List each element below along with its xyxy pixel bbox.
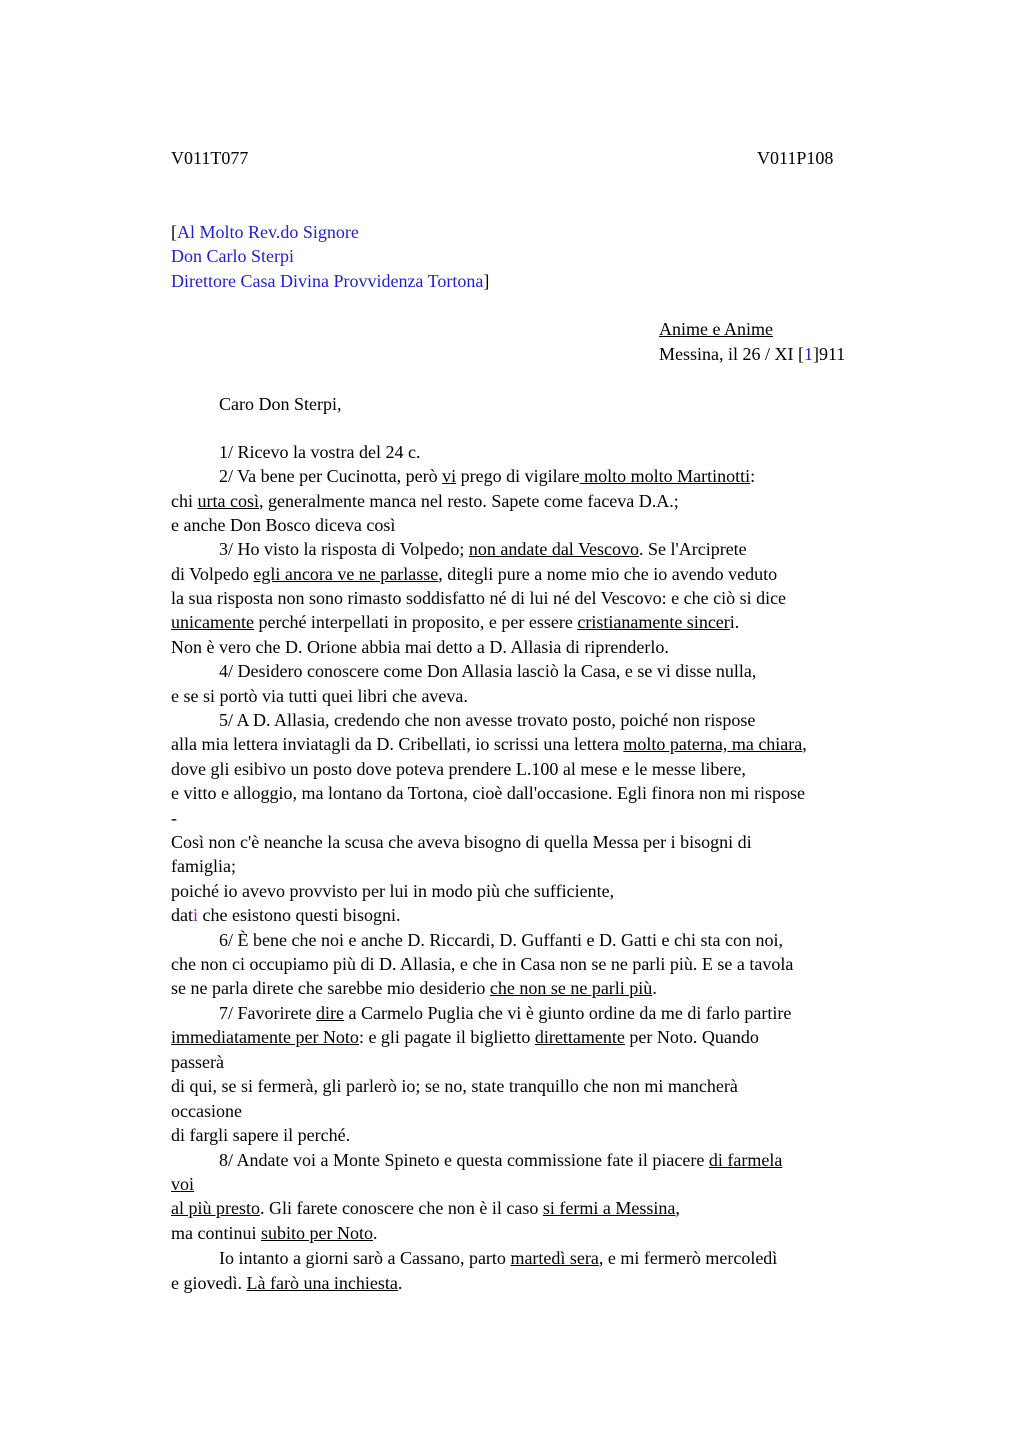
paragraph-5-line-2 [171, 733, 807, 755]
address-open-bracket: [ [171, 222, 177, 242]
underlined-text: urta così [197, 491, 259, 511]
text-run: 7/ Favorirete [219, 1003, 316, 1023]
address-institution: Direttore Casa Divina Provvidenza Tortona [171, 271, 484, 291]
paragraph-7-line-2 [171, 1026, 759, 1048]
text-run: , generalmente manca nel resto. Sapete come faceva D.A.; [258, 491, 679, 511]
text-run: se ne parla direte che sarebbe mio desiderio [171, 978, 490, 998]
text-run: chi [171, 491, 198, 511]
underlined-text: molto molto Martinotti [579, 466, 751, 486]
underlined-text: direttamente [534, 1027, 625, 1047]
text-run: . Se l'Arciprete [638, 539, 747, 559]
text-run: perché interpellati in proposito, e per essere [253, 612, 578, 632]
text-run: . [397, 1273, 403, 1293]
paragraph-6-line-1: 6/ È bene che noi e anche D. Riccardi, D. Guffanti e D. Gatti e chi sta con noi, [219, 930, 783, 950]
text-run: : e gli pagate il biglietto [358, 1027, 535, 1047]
text-run: , e mi fermerò mercoledì [598, 1248, 778, 1268]
text-run: ma continui [171, 1223, 261, 1243]
salutation: Caro Don Sterpi, [219, 394, 342, 414]
text-run: 2/ Va bene per Cucinotta, però [219, 466, 443, 486]
text-run: 8/ Andate voi a Monte Spineto e questa commissione fate il piacere [219, 1150, 709, 1170]
underlined-text: cristianamente sincer [577, 612, 730, 632]
text-run: prego di vigilare [456, 466, 580, 486]
address-close-bracket: ] [483, 271, 490, 291]
paragraph-7-line-3: passerà [171, 1052, 224, 1072]
address-line-3 [171, 270, 489, 292]
underlined-text: si fermi a Messina [542, 1198, 676, 1218]
paragraph-3-line-3: la sua risposta non sono rimasto soddisfatto né di lui né del Vescovo: e che ciò si dice [171, 588, 787, 608]
underlined-text: subito per Noto [260, 1223, 373, 1243]
paragraph-5-line-9 [171, 904, 401, 926]
text-run: a Carmelo Puglia che vi è giunto ordine da me di farlo partire [343, 1003, 792, 1023]
paragraph-6-line-3 [171, 977, 657, 999]
underlined-text: molto paterna, ma chiara [623, 734, 803, 754]
underlined-text: egli ancora ve ne parlasse [253, 564, 439, 584]
paragraph-9-line-1 [219, 1247, 777, 1269]
paragraph-7-line-5: occasione [171, 1101, 242, 1121]
paragraph-3-line-4 [171, 611, 739, 633]
paragraph-3-line-1 [219, 538, 747, 560]
text-run: che esistono questi bisogni. [198, 905, 401, 925]
text-run: , ditegli pure a nome mio che io avendo veduto [438, 564, 778, 584]
paragraph-8-line-4 [171, 1222, 377, 1244]
paragraph-8-line-1 [219, 1149, 782, 1171]
paragraph-7-line-1 [219, 1002, 791, 1024]
paragraph-5-line-3: dove gli esibivo un posto dove poteva prendere L.100 al mese e le messe libere, [171, 759, 746, 779]
paragraph-2-line-3: e anche Don Bosco diceva così [171, 515, 396, 535]
document-code-right: V011P108 [757, 148, 834, 168]
text-run: alla mia lettera inviatagli da D. Cribellati, io scrissi una lettera [171, 734, 624, 754]
paragraph-7-line-4: di qui, se si fermerà, gli parlerò io; se no, state tranquillo che non mi mancherà [171, 1076, 738, 1096]
text-run: , [675, 1198, 680, 1218]
place-date-year: ]911 [812, 344, 846, 364]
motto: Anime e Anime [659, 319, 773, 339]
text-run: 3/ Ho visto la risposta di Volpedo; [219, 539, 469, 559]
text-run: . [372, 1223, 378, 1243]
paragraph-5-line-4: e vitto e alloggio, ma lontano da Tortona, cioè dall'occasione. Egli finora non mi rispose [171, 783, 805, 803]
paragraph-3-line-5: Non è vero che D. Orione abbia mai detto a D. Allasia di riprenderlo. [171, 637, 669, 657]
underlined-text: al più presto [171, 1198, 260, 1218]
underlined-text: di farmela [708, 1150, 783, 1170]
paragraph-3-line-2 [171, 563, 777, 585]
editorial-letter: i [193, 905, 199, 925]
paragraph-2-line-1 [219, 465, 755, 487]
text-run: per Noto. Quando [624, 1027, 759, 1047]
underlined-text: vi [442, 466, 457, 486]
text-run: i. [729, 612, 740, 632]
underlined-text: immediatamente per Noto [171, 1027, 359, 1047]
text-run: dat [171, 905, 193, 925]
paragraph-2-line-2 [171, 490, 679, 512]
underlined-text: non andate dal Vescovo [468, 539, 639, 559]
paragraph-8-line-3 [171, 1197, 680, 1219]
text-run: . Gli farete conoscere che non è il caso [259, 1198, 543, 1218]
paragraph-9-line-2 [171, 1272, 402, 1294]
paragraph-5-line-5: - [171, 808, 177, 828]
text-run: : [750, 466, 756, 486]
document-code-left: V011T077 [171, 148, 249, 168]
text-run: . [652, 978, 657, 998]
paragraph-5-line-6: Così non c'è neanche la scusa che aveva bisogno di quella Messa per i bisogni di [171, 832, 752, 852]
address-line-1 [171, 221, 359, 243]
paragraph-6-line-2: che non ci occupiamo più di D. Allasia, e che in Casa non se ne parli più. E se a tavola [171, 954, 794, 974]
text-run: di Volpedo [171, 564, 254, 584]
underlined-text: martedì sera [510, 1248, 599, 1268]
paragraph-7-line-6: di fargli sapere il perché. [171, 1125, 351, 1145]
paragraph-5-line-1: 5/ A D. Allasia, credendo che non avesse trovato posto, poiché non rispose [219, 710, 756, 730]
paragraph-1: 1/ Ricevo la vostra del 24 c. [219, 442, 421, 462]
paragraph-5-line-8: poiché io avevo provvisto per lui in modo più che sufficiente, [171, 881, 615, 901]
paragraph-4-line-2: e se si portò via tutti quei libri che aveva. [171, 686, 468, 706]
underlined-text: Là farò una inchiesta [246, 1273, 398, 1293]
paragraph-5-line-7: famiglia; [171, 856, 236, 876]
place-date [659, 343, 845, 365]
place-date-text: Messina, il 26 / XI [ [659, 344, 804, 364]
place-date-editorial-digit: 1 [803, 344, 813, 364]
underlined-text: unicamente [171, 612, 254, 632]
underlined-text: dire [315, 1003, 344, 1023]
underlined-text: che non se ne parli più [489, 978, 653, 998]
paragraph-8-line-2: voi [171, 1174, 195, 1194]
address-recipient-title: Al Molto Rev.do Signore [177, 222, 359, 242]
text-run: e giovedì. [171, 1273, 247, 1293]
paragraph-4-line-1: 4/ Desidero conoscere come Don Allasia lasciò la Casa, e se vi disse nulla, [219, 661, 757, 681]
text-run: Io intanto a giorni sarò a Cassano, parto [219, 1248, 511, 1268]
text-run: , [802, 734, 807, 754]
address-line-2: Don Carlo Sterpi [171, 246, 294, 266]
